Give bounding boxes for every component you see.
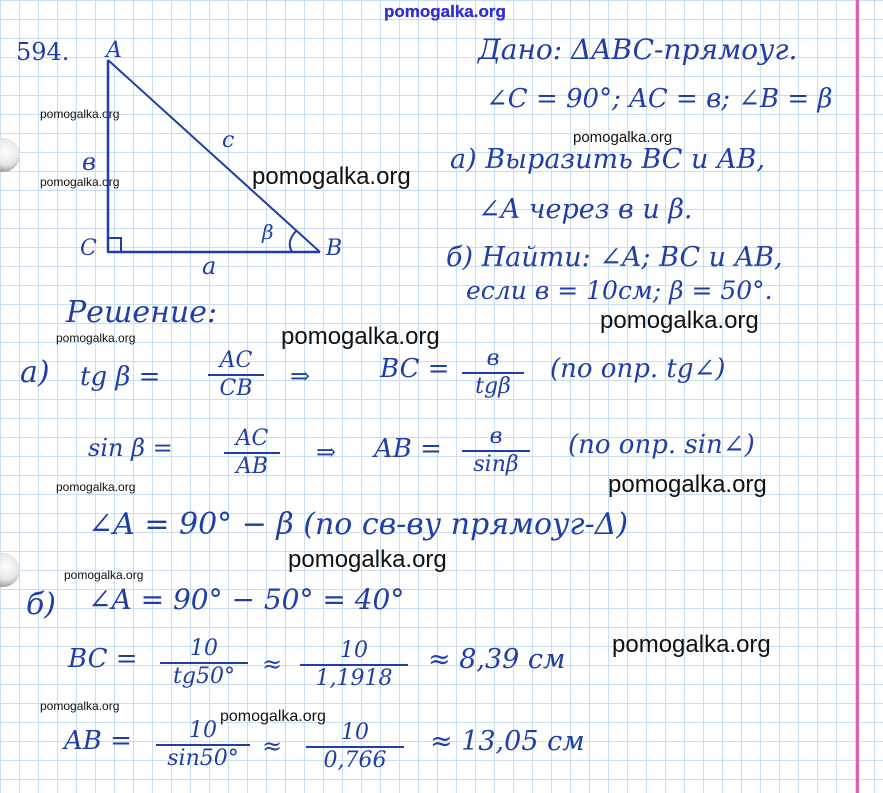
vertex-c-label: C [80,236,97,261]
part-b-angle-a: ∠A = 90° − 50° = 40° [88,583,405,616]
part-b-bc-result: ≈ 8,39 см [428,644,566,675]
angle-b-label: β [262,220,274,244]
sin-lhs: sin β = [88,434,173,462]
angle-b-arc [290,231,296,252]
implies-arrow: ⇒ [316,438,337,466]
side-ab-label: c [222,128,235,153]
part-b-ab-result: ≈ 13,05 см [430,726,585,757]
bc-lhs: BC = [380,354,450,384]
approx-sign: ≈ [262,650,283,678]
part-b-bc-fraction1 [160,638,248,688]
part-b-task-line2: если в = 10см; β = 50°. [466,276,773,305]
given-line: ∠C = 90°; AC = в; ∠B = β [486,84,833,114]
fraction-numerator: 10 [190,636,218,661]
sin-fraction [224,428,280,478]
watermark: pomogalka.org [252,163,411,190]
part-b-task-line1: б) Найти: ∠A; BC и AB, [446,242,783,273]
fraction-denominator: tg50° [173,664,235,689]
side-bc-label: a [202,252,217,280]
bc-denominator: tgβ [475,374,511,399]
watermark: pomogalka.org [40,175,120,189]
watermark: pomogalka.org [40,107,120,121]
part-b-bc-fraction2 [300,640,408,690]
part-a-task-line2: ∠A через в и β. [478,194,693,225]
ab-lhs: AB = [374,434,442,464]
sin-numerator: AC [235,426,269,451]
part-b-label: б) [26,587,57,622]
watermark: pomogalka.org [600,307,759,334]
watermark: pomogalka.org [608,471,767,498]
fraction-numerator: 10 [340,638,368,663]
part-b-ab-fraction2 [306,722,404,772]
solution-title: Решение: [66,295,218,330]
vertex-a-label: A [106,38,122,63]
ab-note: (по опр. sin∠) [568,430,755,460]
watermark: pomogalka.org [288,546,447,573]
sin-denominator: AB [235,454,269,479]
tg-lhs: tg β = [80,362,161,392]
watermark: pomogalka.org [64,568,144,582]
side-ac-label: в [82,148,96,176]
fraction-numerator: 10 [189,718,217,743]
problem-number: 594. [16,38,70,66]
fraction-numerator: 10 [341,720,369,745]
part-b-ab-fraction1 [156,720,250,770]
right-angle-mark [108,238,121,252]
watermark: pomogalka.org [573,129,673,146]
fraction-denominator: 1,1918 [315,666,393,691]
fraction-denominator: sin50° [167,746,239,771]
watermark: pomogalka.org [281,323,440,350]
bc-fraction [462,348,524,398]
watermark: pomogalka.org [56,331,136,345]
implies-arrow: ⇒ [290,362,311,390]
tg-numerator: AC [219,348,253,373]
bc-numerator: в [486,346,500,371]
watermark: pomogalka.org [40,699,120,713]
part-b-ab-lhs: AB = [64,726,132,756]
fraction-denominator: 0,766 [323,748,387,773]
tg-fraction [208,350,264,400]
watermark: pomogalka.org [612,631,771,658]
part-a-task-line1: а) Выразить BC и AB, [450,144,765,175]
ab-fraction [462,426,530,476]
ab-denominator: sinβ [473,452,519,477]
approx-sign: ≈ [262,732,283,760]
bc-note: (по опр. tg∠) [550,354,726,384]
ab-numerator: в [489,424,503,449]
side-ab-line [108,60,320,252]
watermark: pomogalka.org [56,480,136,494]
vertex-b-label: B [326,236,343,261]
part-a-label: а) [20,355,50,390]
angle-a-formula: ∠A = 90° − β (по св-ву прямоуг-Δ) [88,507,629,542]
watermark: pomogalka.org [220,708,326,725]
part-b-bc-lhs: BC = [68,644,138,674]
watermark-top: pomogalka.org [384,2,506,21]
tg-denominator: CB [219,376,253,401]
given-title: Дано: ΔABC-прямоуг. [478,33,798,66]
